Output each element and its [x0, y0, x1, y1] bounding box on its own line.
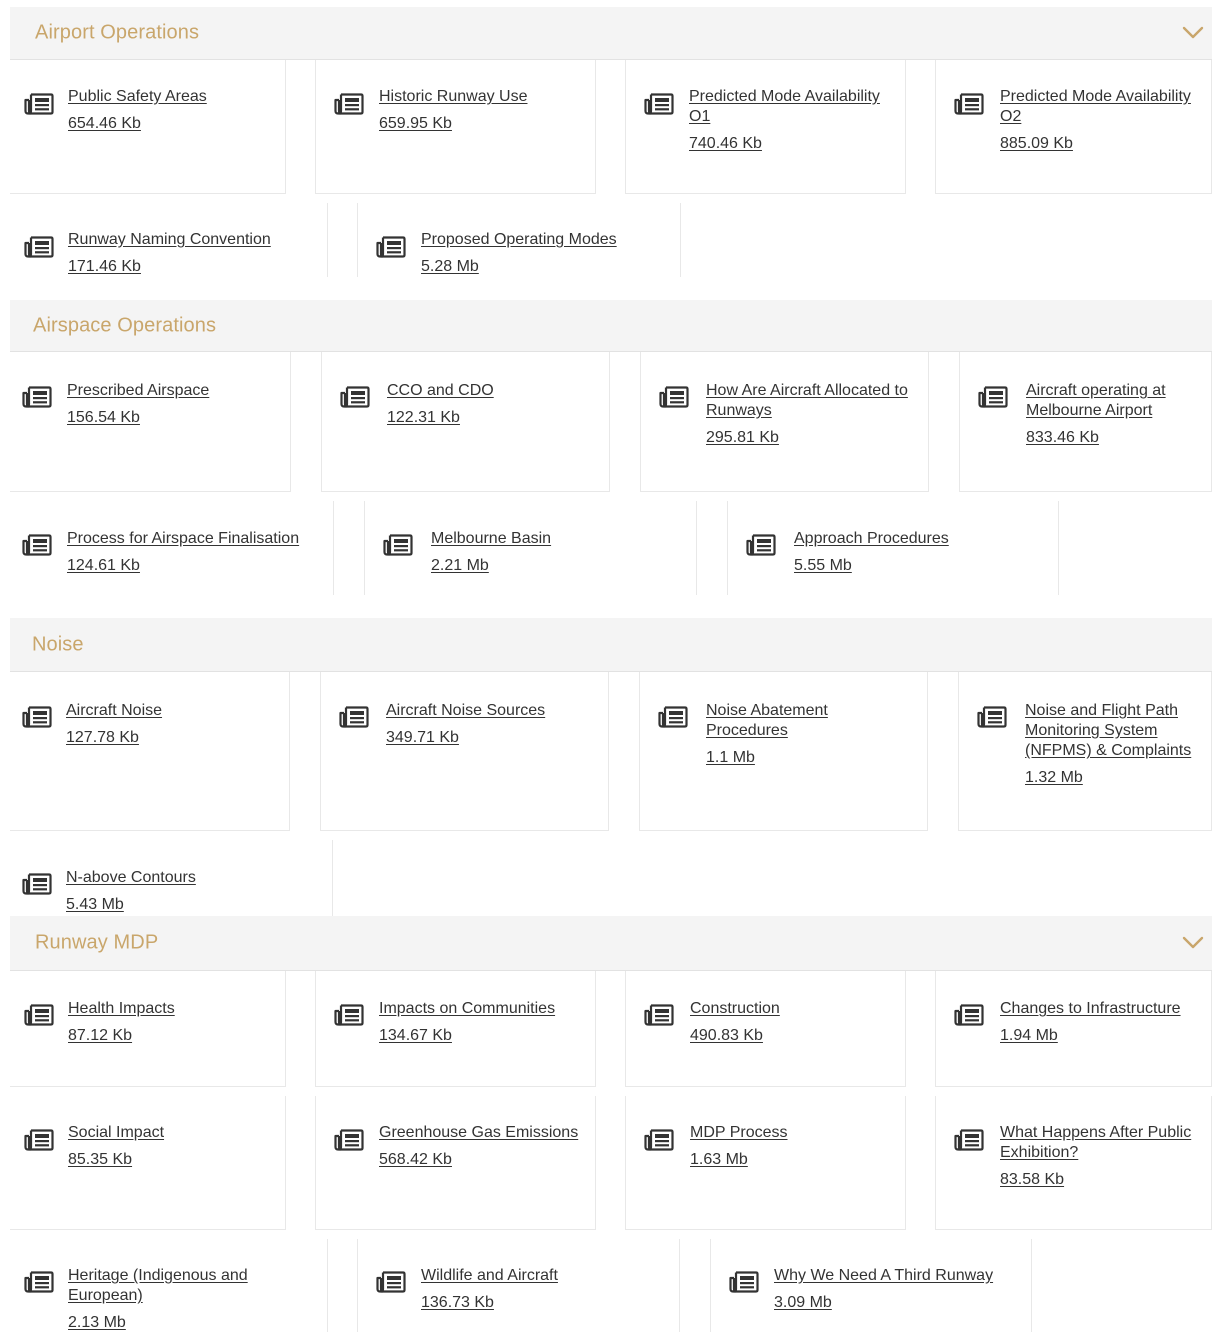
newspaper-document-icon — [24, 235, 54, 259]
document-title-link[interactable]: Greenhouse Gas Emissions — [379, 1124, 579, 1141]
document-card[interactable] — [321, 352, 610, 492]
newspaper-document-icon — [644, 1003, 674, 1027]
newspaper-document-icon — [659, 385, 689, 409]
chevron-down-icon[interactable] — [1182, 936, 1204, 950]
document-title-link[interactable]: Process for Airspace Finalisation — [67, 530, 300, 547]
document-size-link[interactable]: 2.21 Mb — [431, 557, 489, 574]
section-title: Airport Operations — [35, 21, 200, 44]
document-title-link[interactable]: MDP Process — [690, 1124, 788, 1141]
document-card[interactable] — [10, 1239, 328, 1332]
document-card[interactable] — [10, 501, 334, 595]
document-title-link[interactable]: Aircraft Noise Sources — [386, 702, 546, 719]
document-title-link[interactable]: Approach Procedures — [794, 530, 949, 547]
newspaper-document-icon — [729, 1270, 759, 1294]
newspaper-document-icon — [22, 533, 52, 557]
document-title-link[interactable]: Wildlife and Aircraft — [421, 1267, 558, 1284]
document-title-link[interactable]: Heritage (Indigenous and European) — [68, 1267, 248, 1304]
document-size-link[interactable]: 171.46 Kb — [68, 258, 141, 275]
document-title-link[interactable]: Social Impact — [68, 1124, 165, 1141]
section-header-2 — [10, 618, 1212, 672]
document-card[interactable] — [639, 672, 928, 831]
document-size-link[interactable]: 5.28 Mb — [421, 258, 479, 275]
newspaper-document-icon — [644, 92, 674, 116]
document-title-link[interactable]: Noise Abatement Procedures — [706, 702, 828, 739]
document-title-link[interactable]: What Happens After Public Exhibition? — [1000, 1124, 1192, 1161]
document-title-link[interactable]: N-above Contours — [66, 869, 196, 886]
document-card[interactable] — [935, 971, 1212, 1087]
document-card[interactable] — [935, 1096, 1212, 1230]
document-title-link[interactable]: Noise and Flight Path Monitoring System (NFPMS) & Complaints — [1025, 702, 1192, 759]
document-card[interactable] — [710, 1239, 1032, 1332]
document-card[interactable] — [935, 60, 1212, 194]
document-card[interactable] — [625, 1096, 906, 1230]
newspaper-document-icon — [954, 92, 984, 116]
newspaper-document-icon — [334, 92, 364, 116]
document-size-link[interactable]: 156.54 Kb — [67, 409, 140, 426]
document-title-link[interactable]: Prescribed Airspace — [67, 382, 210, 399]
document-title-link[interactable]: Changes to Infrastructure — [1000, 1000, 1181, 1017]
newspaper-document-icon — [22, 705, 52, 729]
document-title-link[interactable]: Proposed Operating Modes — [421, 231, 617, 248]
document-card[interactable] — [10, 352, 291, 492]
document-title-link[interactable]: Historic Runway Use — [379, 88, 528, 105]
document-card[interactable] — [357, 203, 681, 277]
document-size-link[interactable]: 5.43 Mb — [66, 896, 124, 913]
document-card[interactable] — [958, 672, 1212, 831]
document-size-link[interactable]: 1.32 Mb — [1025, 769, 1083, 786]
document-size-link[interactable]: 1.94 Mb — [1000, 1027, 1058, 1044]
document-title-link[interactable]: Public Safety Areas — [68, 88, 207, 105]
section-title: Airspace Operations — [33, 314, 217, 336]
section-header-0[interactable] — [10, 7, 1212, 60]
document-title-link[interactable]: Impacts on Communities — [379, 1000, 556, 1017]
document-size-link[interactable]: 5.55 Mb — [794, 557, 852, 574]
document-size-link[interactable]: 1.63 Mb — [690, 1151, 748, 1168]
newspaper-document-icon — [978, 385, 1008, 409]
document-card[interactable] — [625, 60, 906, 194]
newspaper-document-icon — [954, 1128, 984, 1152]
document-card[interactable] — [357, 1239, 680, 1332]
document-title-link[interactable]: Why We Need A Third Runway — [774, 1267, 994, 1284]
document-title-link[interactable]: Aircraft operating at Melbourne Airport — [1026, 382, 1166, 419]
document-size-link[interactable]: 136.73 Kb — [421, 1294, 494, 1311]
document-size-link[interactable]: 87.12 Kb — [68, 1027, 133, 1044]
document-card[interactable] — [315, 971, 596, 1087]
section-title: Noise — [32, 633, 84, 655]
document-card[interactable] — [320, 672, 609, 831]
document-title-link[interactable]: Melbourne Basin — [431, 530, 552, 547]
document-size-link[interactable]: 85.35 Kb — [68, 1151, 133, 1168]
document-size-link[interactable]: 1.1 Mb — [706, 749, 755, 766]
document-card[interactable] — [10, 672, 290, 831]
document-card[interactable] — [640, 352, 929, 492]
document-size-link[interactable]: 295.81 Kb — [706, 429, 779, 446]
newspaper-document-icon — [746, 533, 776, 557]
document-title-link[interactable]: Construction — [690, 1000, 780, 1017]
newspaper-document-icon — [376, 235, 406, 259]
newspaper-document-icon — [658, 705, 688, 729]
document-size-link[interactable]: 833.46 Kb — [1026, 429, 1099, 446]
document-card[interactable] — [727, 501, 1059, 595]
document-card[interactable] — [10, 203, 328, 277]
document-card[interactable] — [364, 501, 697, 595]
newspaper-document-icon — [22, 385, 52, 409]
document-size-link[interactable]: 124.61 Kb — [67, 557, 140, 574]
document-size-link[interactable]: 568.42 Kb — [379, 1151, 452, 1168]
document-size-link[interactable]: 740.46 Kb — [689, 135, 762, 152]
newspaper-document-icon — [383, 533, 413, 557]
document-card[interactable] — [10, 60, 286, 194]
document-card[interactable] — [625, 971, 906, 1087]
newspaper-document-icon — [334, 1128, 364, 1152]
newspaper-document-icon — [977, 705, 1007, 729]
document-size-link[interactable]: 885.09 Kb — [1000, 135, 1073, 152]
document-card[interactable] — [959, 352, 1212, 492]
document-size-link[interactable]: 654.46 Kb — [68, 115, 141, 132]
document-title-link[interactable]: Predicted Mode Availability O2 — [1000, 88, 1191, 125]
chevron-down-icon[interactable] — [1182, 26, 1204, 40]
document-size-link[interactable]: 659.95 Kb — [379, 115, 452, 132]
document-title-link[interactable]: How Are Aircraft Allocated to Runways — [706, 382, 908, 419]
document-size-link[interactable]: 122.31 Kb — [387, 409, 460, 426]
document-size-link[interactable]: 127.78 Kb — [66, 729, 139, 746]
document-title-link[interactable]: Health Impacts — [68, 1000, 175, 1017]
document-card[interactable] — [10, 971, 286, 1087]
document-size-link[interactable]: 134.67 Kb — [379, 1027, 452, 1044]
newspaper-document-icon — [24, 1003, 54, 1027]
section-header-3[interactable] — [10, 916, 1212, 971]
document-card[interactable] — [315, 1096, 596, 1230]
newspaper-document-icon — [376, 1270, 406, 1294]
document-size-link[interactable]: 2.13 Mb — [68, 1314, 126, 1331]
newspaper-document-icon — [340, 385, 370, 409]
document-size-link[interactable]: 3.09 Mb — [774, 1294, 832, 1311]
document-card[interactable] — [10, 840, 333, 916]
document-size-link[interactable]: 490.83 Kb — [690, 1027, 763, 1044]
document-size-link[interactable]: 349.71 Kb — [386, 729, 459, 746]
document-title-link[interactable]: CCO and CDO — [387, 382, 494, 399]
newspaper-document-icon — [644, 1128, 674, 1152]
section-header-1 — [10, 300, 1212, 352]
newspaper-document-icon — [339, 705, 369, 729]
document-title-link[interactable]: Runway Naming Convention — [68, 231, 271, 248]
document-card[interactable] — [315, 60, 596, 194]
newspaper-document-icon — [22, 872, 52, 896]
newspaper-document-icon — [24, 92, 54, 116]
newspaper-document-icon — [334, 1003, 364, 1027]
section-title: Runway MDP — [35, 931, 159, 954]
document-size-link[interactable]: 83.58 Kb — [1000, 1171, 1065, 1188]
document-title-link[interactable]: Predicted Mode Availability O1 — [689, 88, 880, 125]
document-card[interactable] — [10, 1096, 286, 1230]
newspaper-document-icon — [954, 1003, 984, 1027]
newspaper-document-icon — [24, 1270, 54, 1294]
document-title-link[interactable]: Aircraft Noise — [66, 702, 163, 719]
newspaper-document-icon — [24, 1128, 54, 1152]
